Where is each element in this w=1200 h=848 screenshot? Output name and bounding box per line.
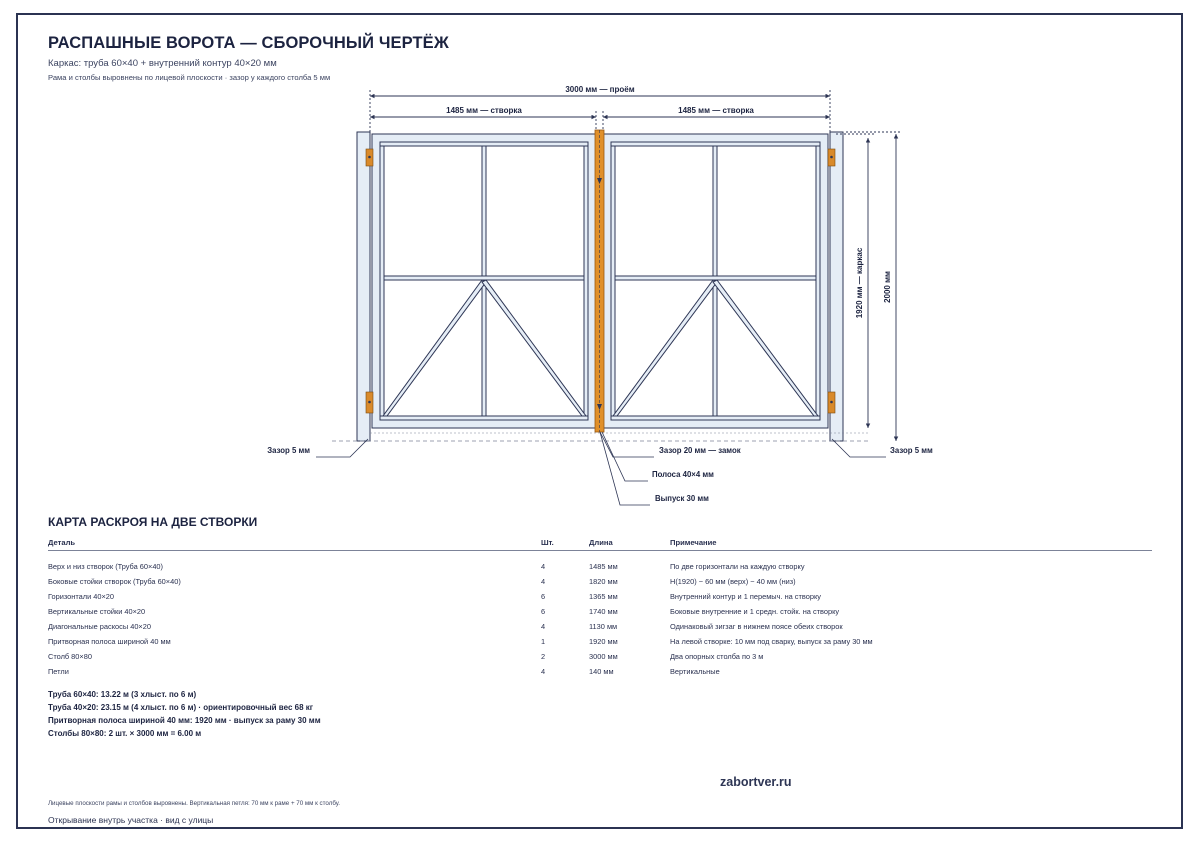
cell-note: По две горизонтали на каждую створку [670,562,805,571]
cell-part: Притворная полоса шириной 40 мм [48,637,171,646]
cell-part: Петли [48,667,69,676]
table-row [48,574,1152,589]
cell-part: Вертикальные стойки 40×20 [48,607,146,616]
cell-qty: 6 [541,592,546,601]
table-row [48,589,1152,604]
cell-qty: 4 [541,577,546,586]
material-totals [48,688,321,740]
col-header-note: Примечание [670,534,1152,551]
table-row [48,634,1152,649]
cell-note: На левой створке: 10 мм под сварку, выпуск за раму 30 мм [670,637,873,646]
callout-strip: Полоса 40×4 мм [652,470,714,479]
cell-length: 1485 мм [589,562,618,571]
cell-part: Верх и низ створок (Труба 60×40) [48,562,164,571]
col-header-qty: Шт. [541,534,589,551]
total-line: Столбы 80×80: 2 шт. × 3000 мм = 6.00 м [48,729,202,738]
callout-lock-gap: Зазор 20 мм — замок [659,446,741,455]
table-header-row [48,534,1152,551]
cell-qty: 1 [541,637,546,646]
alignment-note: Рама и столбы выровнены по лицевой плоскости · зазор у каждого столба 5 мм [48,73,331,82]
left-gate-leaf [372,134,596,428]
cell-note: H(1920) − 60 мм (верх) − 40 мм (низ) [670,577,796,586]
table-row [48,649,1152,664]
cell-note: Одинаковый зигзаг в нижнем поясе обеих створок [670,622,843,631]
callout-gap-right: Зазор 5 мм [890,446,933,455]
right-gate-leaf [603,134,828,428]
callout-overhang: Выпуск 30 мм [655,494,709,503]
dim-leaf-left-label: 1485 мм — створка [446,106,522,115]
cell-part: Боковые стойки створок (Труба 60×40) [48,577,181,586]
total-line: Труба 60×40: 13.22 м (3 хлыст. по 6 м) [48,690,197,699]
view-direction-note: Открывание внутрь участка · вид с улицы [48,815,214,825]
table-row [48,559,1152,574]
cell-part: Диагональные раскосы 40×20 [48,622,151,631]
leader-strip [602,432,648,481]
leader-gap-right [832,439,886,457]
cell-length: 140 мм [589,667,614,676]
col-header-part: Деталь [48,534,541,551]
dim-leaf-right-label: 1485 мм — створка [678,106,754,115]
dimension-opening [370,90,830,134]
cell-note: Боковые внутренние и 1 средн. стойк. на створку [670,607,840,616]
cutting-map-title: КАРТА РАСКРОЯ НА ДВЕ СТВОРКИ [48,515,258,529]
total-line: Труба 40×20: 23.15 м (4 хлыст. по 6 м) · ориентировочный вес 68 кг [48,703,314,712]
col-header-length: Длина [589,534,670,551]
callout-gap-left: Зазор 5 мм [267,446,310,455]
cutting-table [48,534,1152,679]
table-row [48,619,1152,634]
cell-length: 3000 мм [589,652,618,661]
page-subtitle: Каркас: труба 60×40 + внутренний контур 40×20 мм [48,58,277,69]
cell-part: Столб 80×80 [48,652,92,661]
total-line: Притворная полоса шириной 40 мм: 1920 мм · выпуск за раму 30 мм [48,716,321,725]
table-row [48,604,1152,619]
dim-opening-label: 3000 мм — проём [565,85,635,94]
cell-length: 1130 мм [589,622,618,631]
cell-length: 1365 мм [589,592,618,601]
dim-total-height-label: 2000 мм [883,271,892,303]
site-url: zabortver.ru [720,775,792,789]
cell-qty: 4 [541,667,546,676]
cell-part: Горизонтали 40×20 [48,592,115,601]
cell-length: 1740 мм [589,607,618,616]
table-row [48,664,1152,679]
footer-note: Лицевые плоскости рамы и столбов выровнены. Вертикальная петля: 70 мм к раме + 70 мм к столбу. [48,800,340,807]
cell-qty: 4 [541,622,546,631]
cell-note: Вертикальные [670,667,720,676]
cell-note: Внутренний контур и 1 перемыч. на створку [670,592,821,601]
cell-note: Два опорных столба по 3 м [670,652,764,661]
page-title: РАСПАШНЫЕ ВОРОТА — СБОРОЧНЫЙ ЧЕРТЁЖ [48,34,449,52]
dim-frame-height-label: 1920 мм — каркас [855,247,864,319]
cell-qty: 2 [541,652,546,661]
cell-length: 1920 мм [589,637,618,646]
cell-length: 1820 мм [589,577,618,586]
cell-qty: 4 [541,562,546,571]
cell-qty: 6 [541,607,546,616]
leader-gap-left [316,439,368,457]
